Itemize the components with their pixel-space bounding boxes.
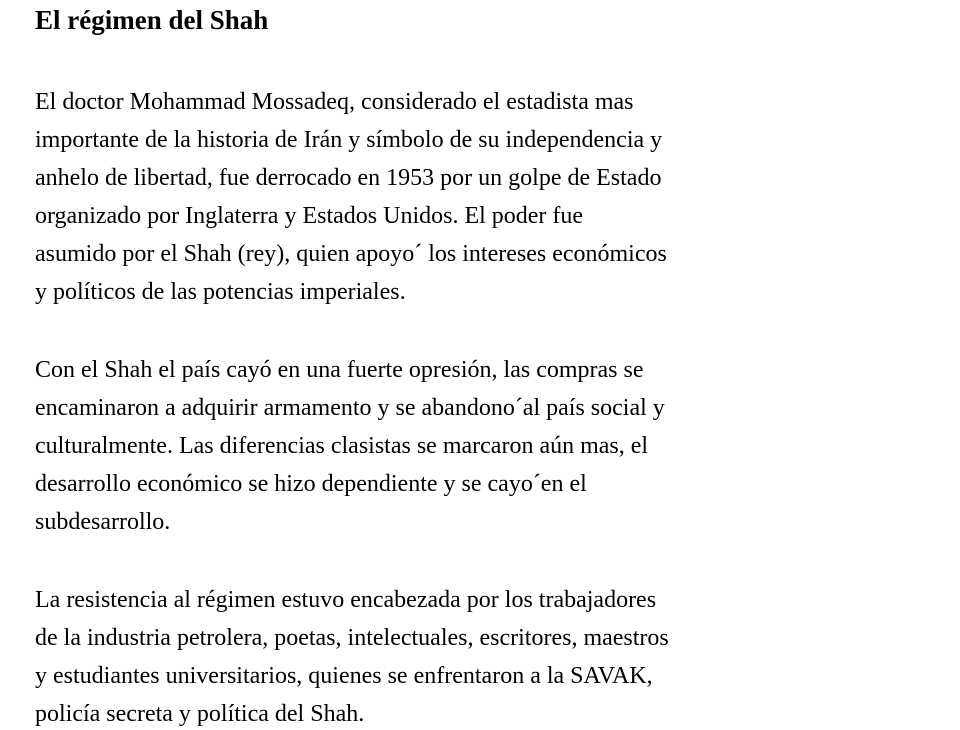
paragraph-line: Con el Shah el país cayó en una fuerte opresión, las compras se xyxy=(35,357,644,383)
paragraph-line: y estudiantes universitarios, quienes se enfrentaron a la SAVAK, xyxy=(35,663,653,689)
paragraph-line: culturalmente. Las diferencias clasistas se marcaron aún mas, el xyxy=(35,433,649,459)
paragraph-line: policía secreta y política del Shah. xyxy=(35,701,365,727)
paragraph-line: La resistencia al régimen estuvo encabezada por los trabajadores xyxy=(35,587,657,613)
paragraph-line: importante de la historia de Irán y símbolo de su independencia y xyxy=(35,127,663,153)
slide-title: El régimen del Shah xyxy=(35,5,269,35)
paragraph-line: asumido por el Shah (rey), quien apoyo´ los intereses económicos xyxy=(35,241,667,267)
paragraph-line: organizado por Inglaterra y Estados Unidos. El poder fue xyxy=(35,203,584,229)
paragraph-line: El doctor Mohammad Mossadeq, considerado el estadista mas xyxy=(35,89,634,115)
paragraph-line: de la industria petrolera, poetas, intelectuales, escritores, maestros xyxy=(35,625,669,651)
paragraph-line: encaminaron a adquirir armamento y se abandono´al país social y xyxy=(35,395,665,421)
paragraph-line: y políticos de las potencias imperiales. xyxy=(35,279,406,305)
paragraph-line: subdesarrollo. xyxy=(35,509,171,535)
paragraph-line: anhelo de libertad, fue derrocado en 1953 por un golpe de Estado xyxy=(35,165,662,191)
paragraph-line: desarrollo económico se hizo dependiente y se cayo´en el xyxy=(35,471,587,497)
